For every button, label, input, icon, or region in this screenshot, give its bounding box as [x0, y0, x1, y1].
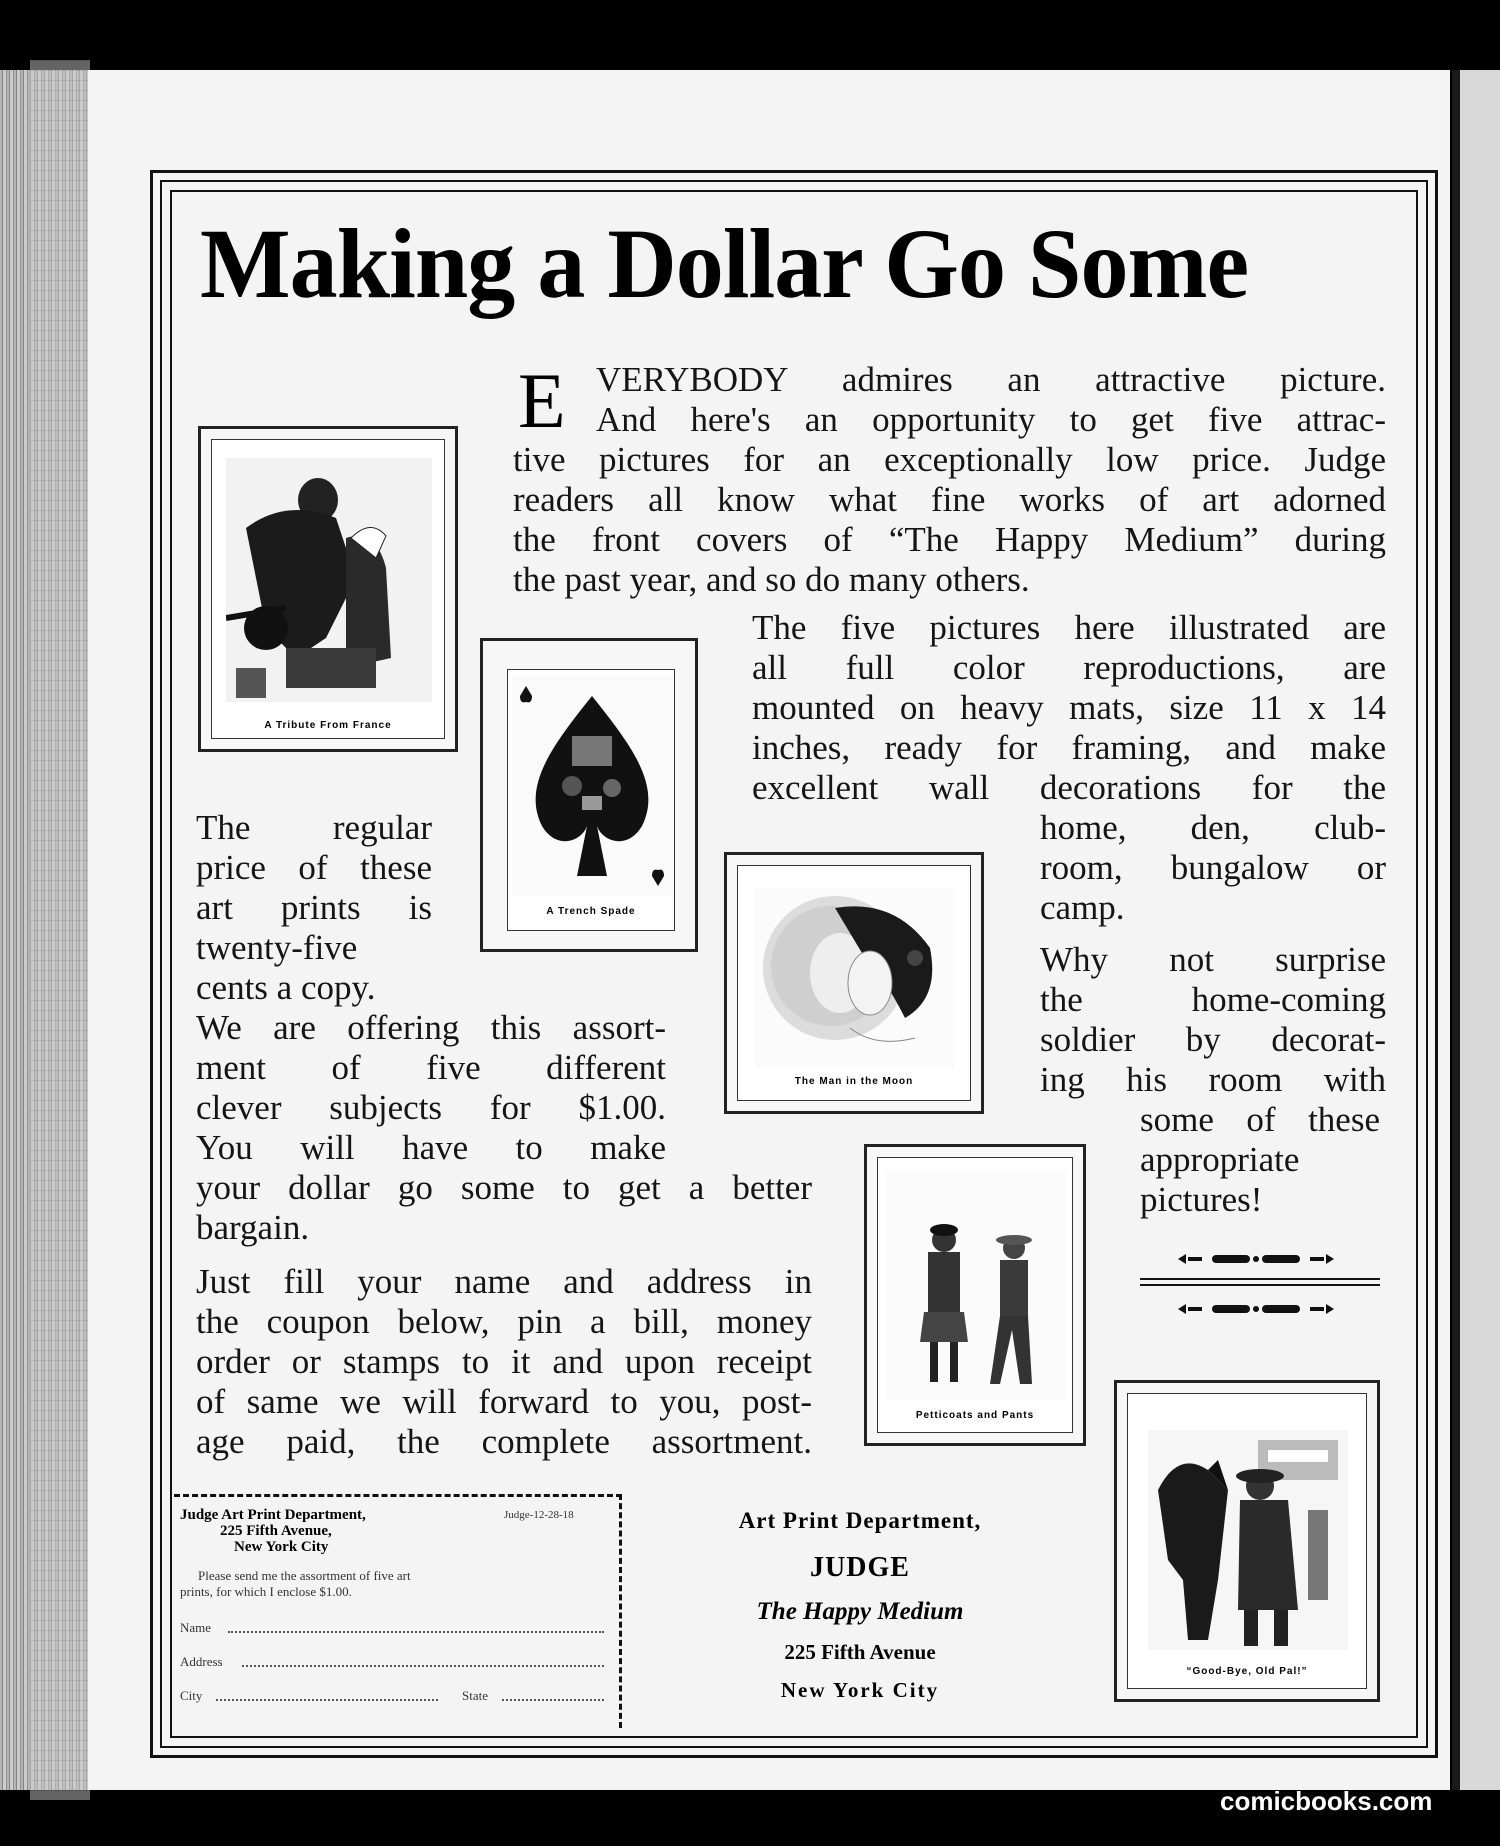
coupon-request-line-1: Please send me the assortment of five art — [198, 1568, 411, 1583]
divider-rule-1 — [1140, 1278, 1380, 1280]
offer-continued: your dollar go some to get a better bargain. — [196, 1168, 812, 1247]
coupon-name-label: Name — [180, 1620, 212, 1635]
coupon-request-line-2: prints, for which I enclose $1.00. — [180, 1584, 352, 1599]
coupon-address-field[interactable] — [180, 1653, 604, 1671]
instructions-paragraph: Just fill your name and address in the coupon below, pin a bill, money order or stamps to it and upon receipt of same we will forward to you, post- age paid, the complete assortment. — [196, 1262, 812, 1461]
address-tagline: The Happy Medium — [756, 1598, 964, 1625]
coupon-recipient-line-2: 225 Fifth Avenue, — [220, 1523, 332, 1539]
coupon-city-label: City — [180, 1688, 203, 1703]
five-pictures-continued: home, den, club- room, bungalow or camp. — [1040, 808, 1386, 927]
address-street: 225 Fifth Avenue — [784, 1640, 936, 1664]
soldier-illustration — [226, 458, 432, 702]
two-figures-illustration — [886, 1170, 1066, 1400]
picture-frame-goodbye — [1114, 1380, 1380, 1702]
coupon-name-field[interactable] — [180, 1619, 604, 1637]
surprise-continued: some of these appropriate pictures! — [1140, 1100, 1380, 1219]
watermark: comicbooks.com — [1220, 1786, 1433, 1816]
ornament-top — [1176, 1252, 1336, 1266]
picture-frame-spade — [480, 638, 698, 952]
coupon-recipient-line-3: New York City — [234, 1539, 329, 1555]
coupon-recipient-line-1: Judge Art Print Department, — [180, 1507, 366, 1523]
picture-frame-tribute — [198, 426, 458, 752]
coupon-name-line[interactable] — [228, 1631, 604, 1633]
coupon-state-label: State — [462, 1688, 488, 1703]
caption-goodbye: “Good-Bye, Old Pal!” — [1186, 1666, 1308, 1677]
regular-price-paragraph: The regular price of these art prints is twenty-five cents a copy. — [196, 808, 432, 1007]
book-left-edge-texture — [30, 60, 90, 1800]
coupon-city-state-field[interactable] — [180, 1687, 604, 1705]
coupon-address-line[interactable] — [242, 1665, 604, 1667]
caption-moon: The Man in the Moon — [794, 1076, 914, 1087]
coupon-address-label: Address — [180, 1654, 223, 1669]
offer-paragraph: We are offering this assort- ment of five different clever subjects for $1.00. You will have to make — [196, 1008, 666, 1167]
coupon-city-line[interactable] — [216, 1699, 438, 1701]
intro-rest: tive pictures for an exceptionally low price. Judge readers all know what fine works of art adorned the front covers of “The Happy Medium” during the past year, and so do many others. — [513, 440, 1386, 599]
caption-petticoats: Petticoats and Pants — [915, 1410, 1035, 1421]
book-right-edge — [1452, 70, 1500, 1790]
order-coupon[interactable] — [174, 1494, 622, 1728]
spade-card-illustration — [512, 676, 672, 896]
picture-frame-petticoats — [864, 1144, 1086, 1446]
caption-tribute: A Tribute From France — [264, 720, 392, 731]
address-city: New York City — [780, 1678, 940, 1702]
intro-line-1: VERYBODY admires an attractive picture. — [596, 360, 1386, 399]
picture-frame-moon — [724, 852, 984, 1114]
divider-rule-2 — [1140, 1284, 1380, 1286]
coupon-code: Judge-12-28-18 — [504, 1509, 574, 1521]
soldier-horse-illustration — [1148, 1430, 1348, 1650]
five-pictures-paragraph: The five pictures here illustrated are all full color reproductions, are mounted on heavy mats, size 11 x 14 inches, ready for framing, and make excellent wall decorations for the — [752, 608, 1386, 807]
address-department: Art Print Department, — [738, 1508, 982, 1533]
intro-line-2: And here's an opportunity to get five attrac- — [596, 400, 1386, 439]
moon-couple-illustration — [755, 888, 955, 1068]
caption-spade: A Trench Spade — [546, 906, 636, 917]
ad-title: Making a Dollar Go Some — [200, 208, 1249, 319]
surprise-paragraph: Why not surprise the home-coming soldier by decorat- ing his room with — [1040, 940, 1386, 1099]
coupon-state-line[interactable] — [502, 1699, 604, 1701]
drop-cap: E — [518, 357, 566, 444]
ornament-bottom — [1176, 1302, 1336, 1316]
address-publication-name: JUDGE — [810, 1552, 910, 1583]
